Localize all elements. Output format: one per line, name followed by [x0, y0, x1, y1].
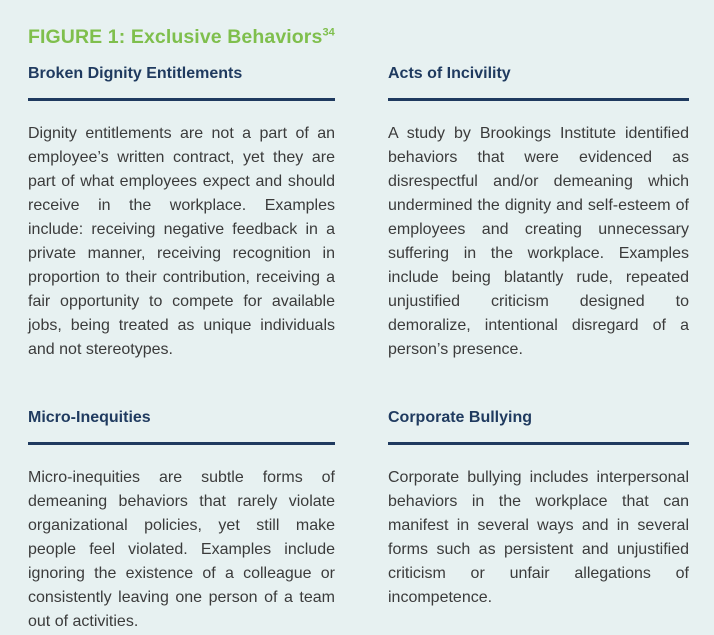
- figure-title-text: FIGURE 1: Exclusive Behaviors: [28, 26, 323, 48]
- box-body-text: Corporate bullying includes interpersonal behaviors in the workplace that can manifest in several ways and in several forms such as persistent and unjustified criticism or unfair allegations of incompetence.: [388, 469, 689, 606]
- box-body-text: A study by Brookings Institute identified behaviors that were evidenced as disrespectful and/or demeaning which undermined the dignity and self-esteem of employees and creating unnecessary suffering in the workplace. Examples include being blatantly rude, repeated unjustified criticism designed to demoralize, intentional disregard of a person’s presence.: [388, 125, 689, 358]
- box-micro-inequities: [28, 408, 335, 634]
- heading-divider: [28, 442, 335, 445]
- figure-title: [28, 26, 335, 49]
- box-heading: Micro-Inequities: [28, 409, 151, 426]
- box-body-text: Micro-inequities are subtle forms of demeaning behaviors that rarely violate organizational policies, yet still make people feel violated. Examples include ignoring the existence of a colleague or consistently leaving one person of a team out of activities.: [28, 469, 335, 630]
- heading-divider: [28, 98, 335, 101]
- box-heading: Acts of Incivility: [388, 65, 511, 82]
- box-heading: Broken Dignity Entitlements: [28, 65, 243, 82]
- box-heading: Corporate Bullying: [388, 409, 533, 426]
- box-broken-dignity-entitlements: [28, 64, 335, 362]
- heading-divider: [388, 98, 689, 101]
- heading-divider: [388, 442, 689, 445]
- box-acts-of-incivility: [388, 64, 689, 362]
- box-corporate-bullying: [388, 408, 689, 610]
- box-body-text: Dignity entitlements are not a part of an employee’s written contract, yet they are part of what employees expect and should receive in the workplace. Examples include: receiving negative feedback in a private manner, receiving recognition in proportion to their contribution, receiving a fair opportunity to compete for available jobs, being treated as unique individuals and not stereotypes.: [28, 125, 335, 358]
- figure-footnote-ref[interactable]: 34: [322, 26, 335, 39]
